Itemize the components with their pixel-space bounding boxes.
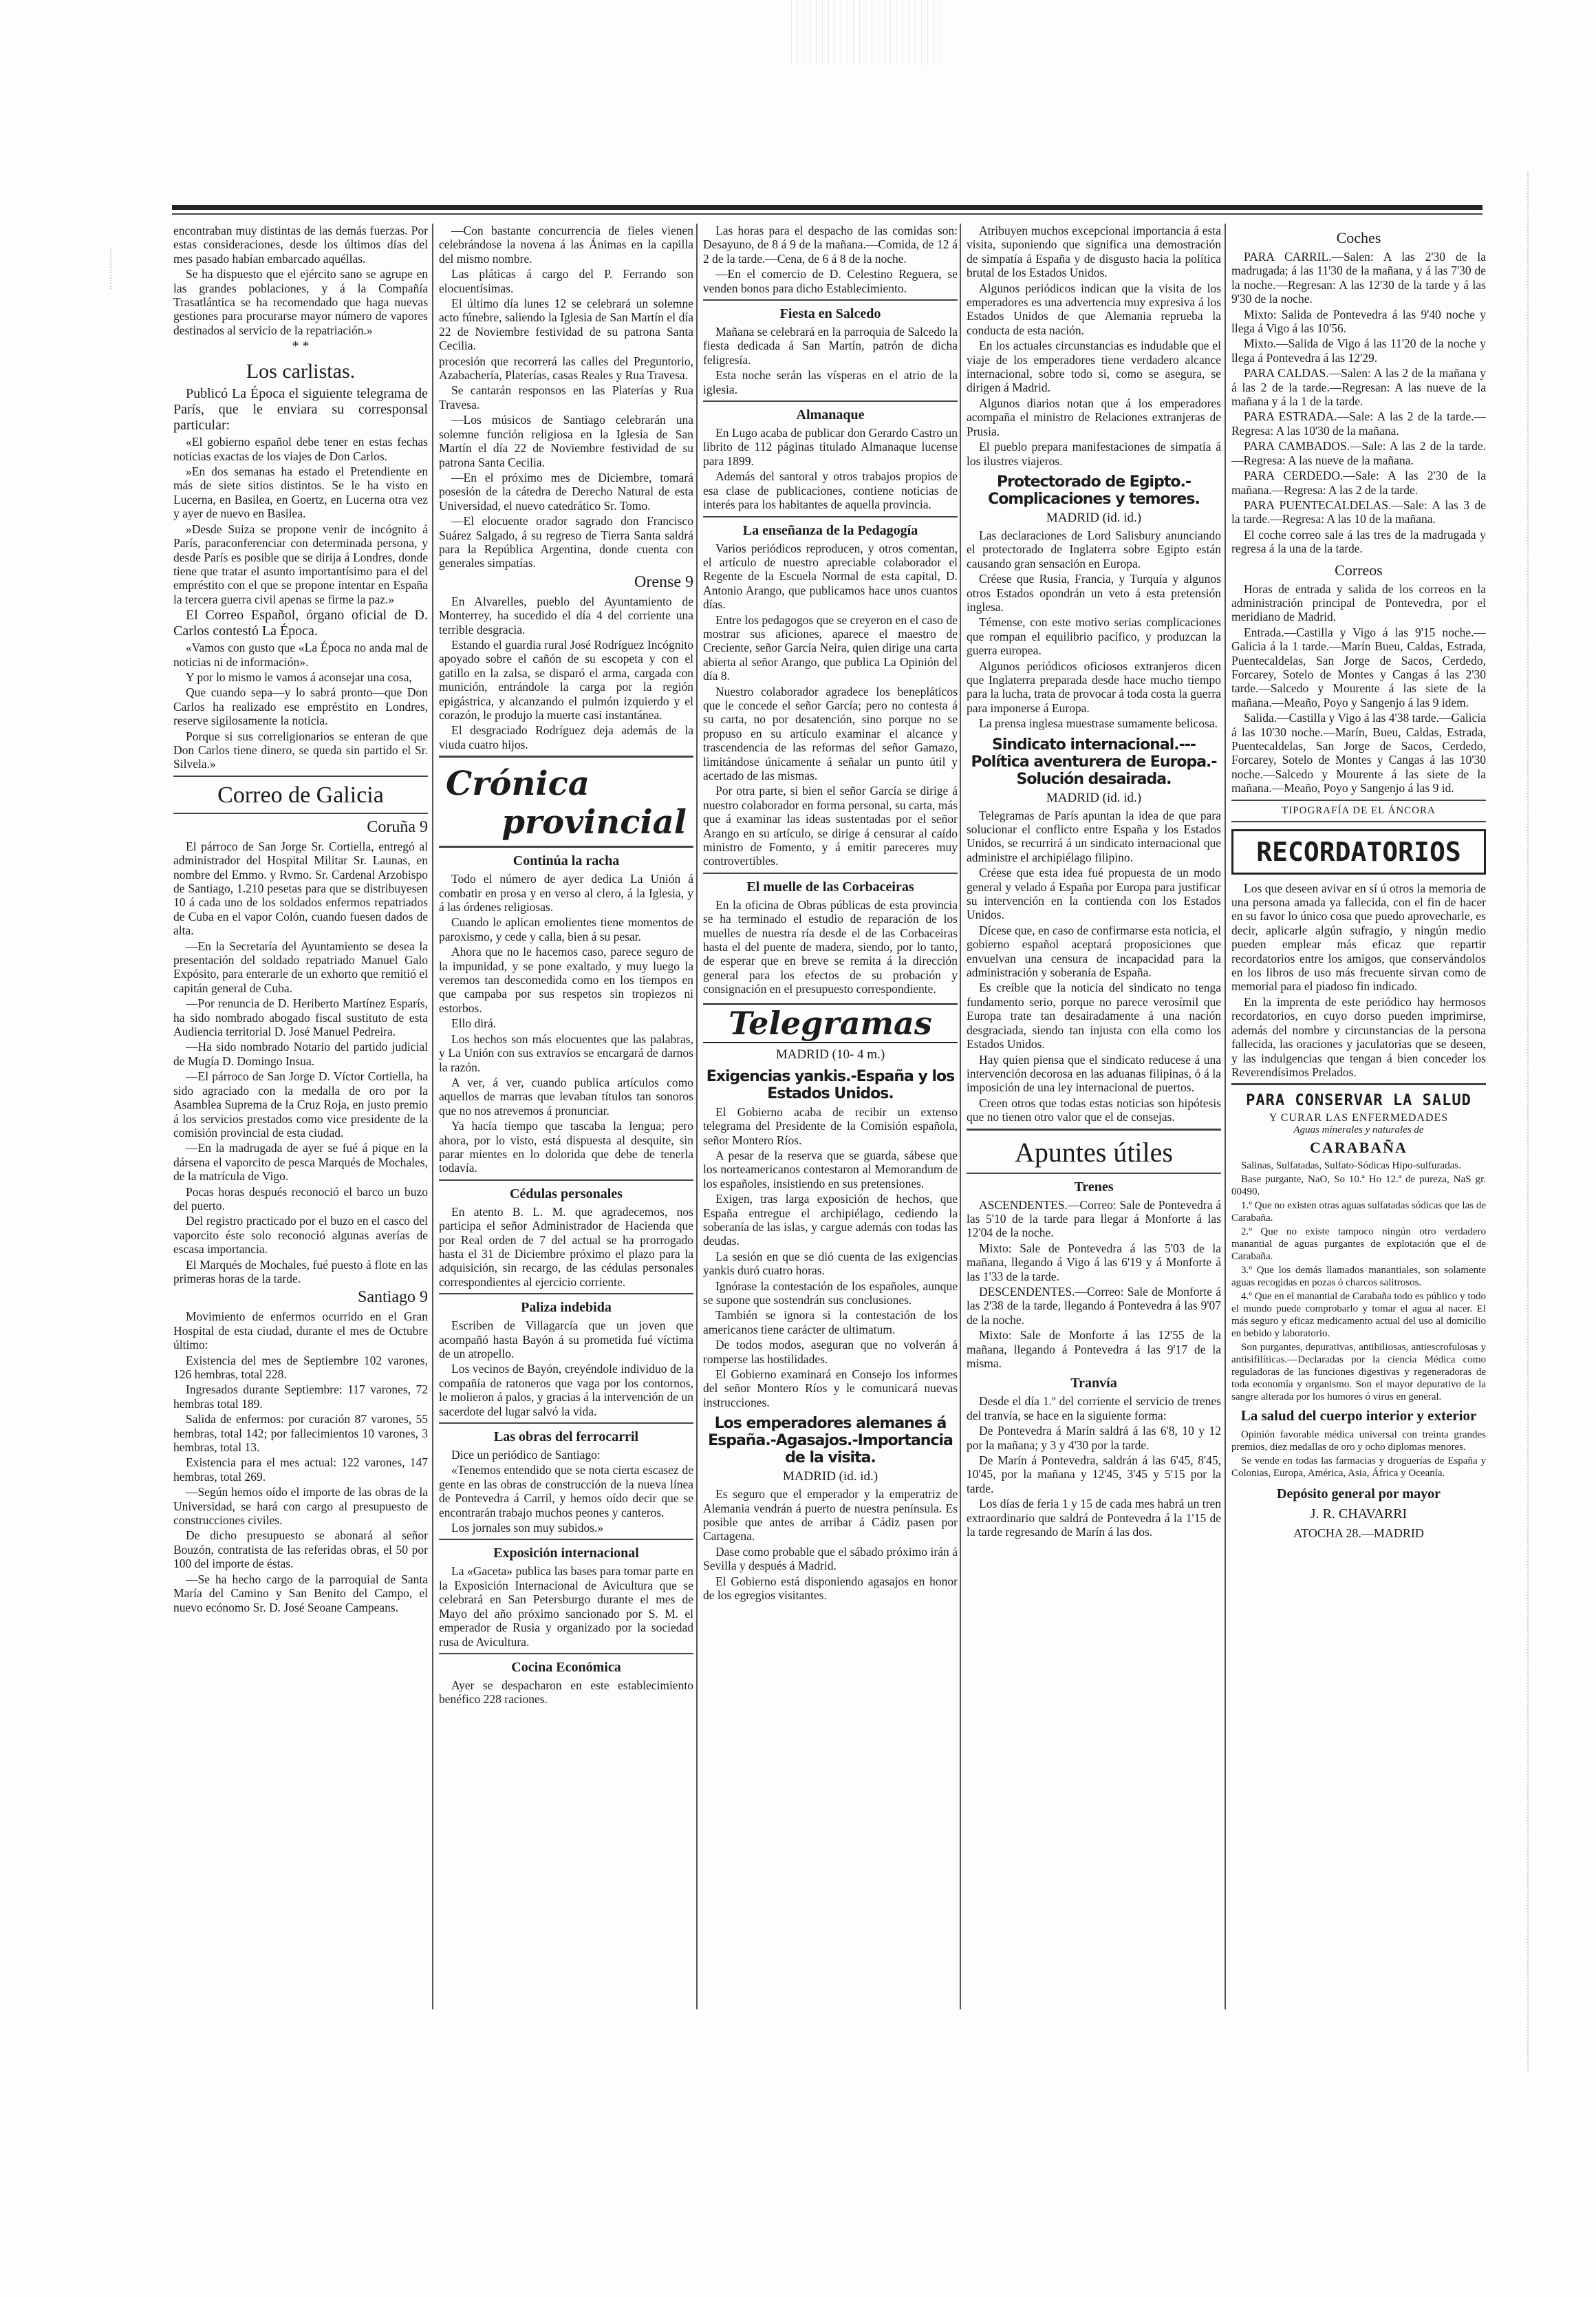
column-divider <box>1225 224 1226 2009</box>
subheading: Paliza indebida <box>521 1300 612 1316</box>
divider <box>439 846 693 848</box>
subheading: Exposición internacional <box>493 1546 639 1561</box>
paragraph: Existencia del mes de Septiembre 102 varones, 126 hembras, total 228. <box>173 1353 428 1381</box>
ad-address: ATOCHA 28.—MADRID <box>1293 1526 1424 1541</box>
scan-noise <box>791 0 942 65</box>
paragraph: El pueblo prepara manifestaciones de simpatía á los ilustres viajeros. <box>967 440 1221 468</box>
column-divider <box>696 224 698 2009</box>
paragraph: Dícese que, en caso de confirmarse esta noticia, el gobierno español aceptará proposiciones que envuelvan una censura de incapacidad para la administración y soberanía de España. <box>967 923 1221 980</box>
paragraph: —El elocuente orador sagrado don Francisco Suárez Salgado, á su regreso de Tierra Santa saldrá para la República Argentina, donde cuenta con generales simpatías. <box>439 514 693 570</box>
paragraph: En Alvarelles, pueblo del Ayuntamiento de Monterrey, ha sucedido el día 4 del corriente una terrible desgracia. <box>439 594 693 637</box>
dateline: Coruña 9 <box>367 818 428 836</box>
ad-paragraph: 4.º Que en el manantial de Carabaña todo es público y todo el mundo puede comprobarlo y tomar el agua al nacer. El más seguro y eficaz medicamento actual del uso al domicilio en bebido y laboratorio. <box>1231 1291 1486 1340</box>
paragraph: Esta noche serán las vísperas en el atrio de la iglesia. <box>703 368 958 396</box>
section-heading: Apuntes útiles <box>1015 1136 1173 1168</box>
paragraph: En la imprenta de este periódico hay hermosos recordatorios, en cuyo dorso pueden imprimirse, además del nombre y circunstancias de la persona fallecida, las oraciones y jaculatorias que se deseen, y las indulgencias que tengan á bien conceder los Reverendísimos Prelados. <box>1231 994 1486 1079</box>
section-heading: Telegramas <box>703 1003 958 1043</box>
paragraph: Y por lo mismo le vamos á aconsejar una cosa, <box>186 670 412 684</box>
paragraph: PARA CERDEDO.—Sale: A las 2'30 de la mañana.—Regresa: A las 2 de la tarde. <box>1231 469 1486 497</box>
ad-name: J. R. CHAVARRI <box>1310 1506 1408 1522</box>
paragraph: El desgraciado Rodríguez deja además de la viuda cuatro hijos. <box>439 723 693 751</box>
ad-brand: CARABAÑA <box>1310 1139 1408 1157</box>
paragraph: Entrada.—Castilla y Vigo á las 9'15 noche.—Galicia á la 1 tarde.—Marín Bueu, Caldas, Estrada, Puentecaldelas, San Jorge de Sacos, Cerdedo, Forcarey, Sotelo de Montes y Cangas á las 2'30 tarde.—Salcedo y Mourente á las siete de la mañana.—Meaño, Poyo y Sangenjo á las 9 idem. <box>1231 625 1486 709</box>
paragraph: —Los músicos de Santiago celebrarán una solemne función religiosa en la Iglesia de San Martín el día 22 de Noviembre festividad de su patrona Santa Cecilia. <box>439 413 693 469</box>
paragraph: Ingresados durante Septiembre: 117 varones, 72 hembras total 189. <box>173 1382 428 1411</box>
paragraph: Témense, con este motivo serias complicaciones que rompan el equilibrio pacífico, y produzcan la guerra europea. <box>967 615 1221 658</box>
paragraph: PARA CAMBADOS.—Sale: A las 2 de la tarde.—Regresa: A las nueve de la mañana. <box>1231 439 1486 467</box>
paragraph: En atento B. L. M. que agradecemos, nos participa el señor Administrador de Hacienda que por Real orden de 7 del actual se ha prorrogado hasta el 31 de Diciembre próximo el plazo para la adquisición, sin recargo, de las cédulas personales correspondientes al ejercicio corriente. <box>439 1204 693 1289</box>
paragraph: De Marín á Pontevedra, saldrán á las 6'45, 8'45, 10'45, por la mañana y 12'45, 3'45 y 5'15 por la tarde. <box>967 1453 1221 1495</box>
paragraph: Nuestro colaborador agradece los benepláticos que le concede el señor García; pero no contesta á su carta, no por desatención, sino porque no se propuso en su artículo examinar el alcance y trascendencia de las reformas del señor Gamazo, limitándose únicamente á señalar un punto útil y acertado de las mismas. <box>703 684 958 782</box>
paragraph: El último día lunes 12 se celebrará un solemne acto fúnebre, saliendo la Iglesia de San Martín el día 22 de Noviembre festividad de su patrona Santa Cecilia. <box>439 297 693 353</box>
subheading: Tranvía <box>1070 1376 1117 1391</box>
section-heading: provincial <box>502 803 687 842</box>
paragraph: «Tenemos entendido que se nota cierta escasez de gente en las obras de construcción de la nueva línea de Pontevedra á Carril, y hemos oído decir que se encontrarán trabajo muchos peones y canteros. <box>439 1463 693 1519</box>
paragraph: Desde el día 1.º del corriente el servicio de trenes del tranvía, se hace en la siguiente forma: <box>967 1394 1221 1422</box>
page-edge-left <box>110 248 120 289</box>
paragraph: Algunos diarios notan que á los emperadores acompaña el ministro de Relaciones extranjeras de Prusia. <box>967 396 1221 438</box>
page-edge-right <box>1527 172 1556 2071</box>
paragraph: Mixto: Sale de Pontevedra á las 5'03 de la mañana, llegando á Vigo á las 6'19 y á Monforte á las 1'33 de la tarde. <box>967 1241 1221 1283</box>
subheading: Las obras del ferrocarril <box>493 1429 639 1445</box>
ad-heading: RECORDATORIOS <box>1231 829 1486 875</box>
paragraph: encontraban muy distintas de las demás fuerzas. Por estas consideraciones, desde los últimos días del mes pasado habían embarcado aquéllas. <box>173 224 428 266</box>
paragraph: Estando el guardia rural José Rodríguez Incógnito apoyado sobre el cañón de su escopeta y con el gatillo en la zalsa, se disparó el arma, cargada con munición, entrándole la carga por la región epigástrica, y alcanzando el pulmón izquierdo y el corazón, le produjo la muerte casi instantánea. <box>439 637 693 722</box>
divider <box>439 1422 693 1424</box>
paragraph: —En el comercio de D. Celestino Reguera, se venden bonos para dicho Establecimiento. <box>703 267 958 295</box>
subheading: Almanaque <box>796 407 865 423</box>
paragraph: Es seguro que el emperador y la emperatriz de Alemania vendrán á puerto de nuestra península. Es posible que antes de arribar á Cádiz pasen por Cartagena. <box>703 1487 958 1543</box>
subheading: La enseñanza de la Pedagogía <box>742 522 918 538</box>
divider <box>703 400 958 402</box>
paragraph: Exigen, tras larga exposición de hechos, que España entregue el archipiélago, cediendo la soberanía de las islas, y cargue además con todas las deudas. <box>703 1192 958 1248</box>
ad-paragraph: 2.º Que no existe tampoco ningún otro verdadero manantial de aguas purgantes de explotación que el de Carabaña. <box>1231 1226 1486 1263</box>
paragraph: Hay quien piensa que el sindicato reducese á una intervención decorosa en las aduanas filipinas, ó á la imposición de una ley internacional de puertos. <box>967 1052 1221 1095</box>
ad-heading: PARA CONSERVAR LA SALUD <box>1246 1092 1471 1110</box>
dateline: Santiago 9 <box>358 1288 428 1307</box>
divider <box>703 299 958 301</box>
paragraph: Salida.—Castilla y Vigo á las 4'38 tarde.—Galicia á las 10'30 noche.—Marín, Bueu, Caldas, Estrada, Puentecaldelas, San Jorge de Sacos, Cerdedo, Forcarey, Sotelo de Montes y Cangas á las 10'30 noche.—Salcedo y Mourente á las siete de la mañana.—Meaño, Poyo y Sangenjo á las 9 id. <box>1231 711 1486 795</box>
subheading: Trenes <box>1074 1179 1114 1195</box>
paragraph: —En la Secretaría del Ayuntamiento se desea la presentación del soldado repatriado Manuel Galo Expósito, para enterarle de un exhorto que remitió el capitán general de Cuba. <box>173 939 428 995</box>
paragraph: La sesión en que se dió cuenta de las exigencias yankis duró cuatro horas. <box>703 1249 958 1278</box>
separator-stars: * * <box>292 339 310 354</box>
paragraph: Mixto: Salida de Pontevedra á las 9'40 noche y llega á Vigo á las 10'56. <box>1231 307 1486 336</box>
paragraph: El Gobierno acaba de recibir un extenso telegrama del Presidente de la Comisión española, señor Montero Ríos. <box>703 1104 958 1147</box>
paragraph: El coche correo sale á las tres de la madrugada y regresa á la una de la tarde. <box>1231 527 1486 556</box>
paragraph: Los días de feria 1 y 15 de cada mes habrá un tren extraordinario que saldrá de Pontevedra á la 1'15 de la tarde regresando de Marín á las dos. <box>967 1497 1221 1539</box>
subheading: El muelle de las Corbaceiras <box>746 879 914 895</box>
column-2 <box>439 224 693 2009</box>
section-heading: Crónica <box>446 765 590 804</box>
paragraph: Horas de entrada y salida de los correos en la administración principal de Pontevedra, por el meridiano de Madrid. <box>1231 581 1486 624</box>
ad-paragraph: Son purgantes, depurativas, antibiliosas, antiescrofulosas y antisifilíticas.—Declaradas por la ciencia Médica como reguladoras de las funciones digestivas y regeneradoras de toda economía y organismo. Son el mayor depurativo de la sangre alterada por los humores ó virus en general. <box>1231 1342 1486 1403</box>
subheading: Exigencias yankis.-España y los Estados Unidos. <box>706 1067 955 1102</box>
paragraph: Varios periódicos reproducen, y otros comentan, el artículo de nuestro apreciable colaborador el Regente de la Escuela Normal de esta capital, D. Antonio Arango, que publicamos hace unos cuantos días. <box>703 541 958 612</box>
dateline: MADRID (10- 4 m.) <box>775 1047 885 1062</box>
paragraph: Escriben de Villagarcía que un joven que acompañó hasta Bayón á su prometida fué víctima de un atropello. <box>439 1318 693 1360</box>
paragraph: ASCENDENTES.—Correo: Sale de Pontevedra á las 5'10 de la tarde para llegar á Monforte á las 12'04 de la noche. <box>967 1197 1221 1240</box>
paragraph: PARA PUENTECALDELAS.—Sale: A las 3 de la tarde.—Regresa: A las 10 de la mañana. <box>1231 498 1486 526</box>
paragraph: Entre los pedagogos que se creyeron en el caso de mostrar sus aficiones, aparece el maestro de Creciente, señor García Neira, quien dirige una carta abierta al señor Arango, que publica La Opinión del día 8. <box>703 612 958 683</box>
divider <box>967 1129 1221 1131</box>
paragraph: Es creíble que la noticia del sindicato no tenga fundamento serio, porque no parece verosímil que Europa trate tan desairadamente á una nación desgraciada, siendo tan injusta con ella como los Estados Unidos. <box>967 981 1221 1051</box>
paragraph: De dicho presupuesto se abonará al señor Bouzón, contratista de las referidas obras, el 50 por 100 del importe de éstas. <box>173 1528 428 1571</box>
paragraph: «El gobierno español debe tener en estas fechas noticias exactas de los viajes de Don Carlos. <box>173 435 428 463</box>
top-rule <box>172 205 1482 210</box>
dateline: MADRID (id. id.) <box>1046 510 1142 525</box>
column-3 <box>703 224 958 2009</box>
paragraph: —Por renuncia de D. Heriberto Martínez Esparís, ha sido nombrado abogado fiscal sustituto de esta Audiencia territorial D. José Manuel Pedreira. <box>173 996 428 1039</box>
paragraph: Las pláticas á cargo del P. Ferrando son elocuentísimas. <box>439 267 693 295</box>
paragraph: Los jornales son muy subidos.» <box>451 1521 604 1535</box>
paragraph: Ello dirá. <box>451 1016 497 1031</box>
divider <box>439 1539 693 1540</box>
paragraph: Creen otros que todas estas noticias son hipótesis que no tienen otro valor que el de consejas. <box>967 1096 1221 1124</box>
paragraph: Telegramas de París apuntan la idea de que para solucionar el conflicto entre España y los Estados Unidos, se recurrirá á un sindicato internacional que administre el archipiélago filipino. <box>967 808 1221 864</box>
column-divider <box>960 224 961 2009</box>
paragraph: —Según hemos oído el importe de las obras de la Universidad, se hará con cargo al presupuesto de construcciones civiles. <box>173 1485 428 1528</box>
dateline: MADRID (id. id.) <box>1046 790 1142 805</box>
subheading: Cocina Económica <box>511 1659 621 1675</box>
paragraph: Los que deseen avivar en sí ú otros la memoria de una persona amada ya fallecida, con el fin de hacer en su favor lo único cosa que puedo aprovecharle, es decir, aplicarle algún sufragio, y ningún medio pueden emplear más eficaz que repartir recordatorios entre los amigos, que conservándolos en los libros de uso más frecuente sirvan como de memorial para el piadoso fin indicado. <box>1231 881 1486 994</box>
paragraph: El Gobierno examinará en Consejo los informes del señor Montero Ríos y le comunicará nuevas instrucciones. <box>703 1367 958 1409</box>
paragraph: —En la madrugada de ayer se fué á pique en la dársena el vaporcito de pesca Marqués de Mochales, de la matrícula de Vigo. <box>173 1141 428 1184</box>
subheading: Coches <box>1336 229 1381 246</box>
divider <box>439 1293 693 1294</box>
divider <box>173 813 428 814</box>
paragraph: Movimiento de enfermos ocurrido en el Gran Hospital de esta ciudad, durante el mes de Octubre último: <box>173 1310 428 1352</box>
subheading: Cédulas personales <box>510 1186 623 1201</box>
divider <box>173 776 428 777</box>
subheading: Fiesta en Salcedo <box>779 306 881 322</box>
paragraph: Los vecinos de Bayón, creyéndole individuo de la compañía de ratoneros que vaga por los contornos, le molieron á palos, y gracias á la intervención de un sacerdote del lugar salvó la vida. <box>439 1362 693 1418</box>
paragraph: DESCENDENTES.—Correo: Sale de Monforte á las 2'38 de la tarde, llegando á Pontevedra á las 9'07 de la noche. <box>967 1284 1221 1327</box>
column-4 <box>967 224 1221 2009</box>
divider <box>703 873 958 874</box>
paragraph: En la oficina de Obras públicas de esta provincia se ha terminado el estudio de reparación de los muelles de nuestra ría desde el de las Corbaceiras hasta el del puente de madera, siendo, por lo tanto, de esperar que en breve se remita á la dirección general para los efectos de su probación y consignación en el presupuesto correspondiente. <box>703 897 958 996</box>
paragraph: Además del santoral y otros trabajos propios de esa clase de publicaciones, contiene noticias de interés para los habitantes de aquella provincia. <box>703 469 958 512</box>
ad-slogan: La salud del cuerpo interior y exterior <box>1240 1407 1477 1424</box>
paragraph: El Marqués de Mochales, fué puesto á flote en las primeras horas de la tarde. <box>173 1257 428 1285</box>
paragraph: A pesar de la reserva que se guarda, sábese que los norteamericanos contestaron al Memorandum de los españoles, insistiendo en sus pretensiones. <box>703 1148 958 1190</box>
paragraph: PARA CARRIL.—Salen: A las 2'30 de la madrugada; á las 11'30 de la mañana, y á las 7'30 de la noche.—Regresan: A las 12'30 de la tarde y á las 9'30 de la noche. <box>1231 250 1486 306</box>
paragraph: Salida de enfermos: por curación 87 varones, 55 hembras, total 142; por fallecimientos 10 varones, 3 hembras, total 13. <box>173 1412 428 1455</box>
paragraph: Mañana se celebrará en la parroquia de Salcedo la fiesta dedicada á San Martín, patrón de dicha feligresía. <box>703 325 958 367</box>
paragraph: «Vamos con gusto que «La Época no anda mal de noticias ni de información». <box>173 641 428 669</box>
divider <box>439 756 693 758</box>
column-1 <box>173 224 428 2009</box>
paragraph: Publicó La Época el siguiente telegrama de París, que le enviara su corresponsal particular: <box>173 386 428 434</box>
section-heading: Correo de Galicia <box>217 782 384 808</box>
paragraph: »Desde Suiza se propone venir de incógnito á París, paraconferenciar con determinada persona, y desde París es posible que se dirija á Londres, donde tiene que tratar el asunto importantísimo para el del empréstito con el que se propone intentar en España la tercera guerra civil apenas se firme la paz.» <box>173 522 428 606</box>
dateline: MADRID (id. id.) <box>782 1469 878 1484</box>
paragraph: Porque si sus correligionarios se enteran de que Don Carlos tiene dinero, se queda sin partido el Sr. Silvela.» <box>173 729 428 771</box>
divider <box>1231 821 1486 822</box>
paragraph: Cuando le aplican emolientes tiene momentos de paroxismo, y cede y calla, bien á su pesar. <box>439 915 693 943</box>
paragraph: —Se ha hecho cargo de la parroquial de Santa María del Camino y San Benito del Campo, el nuevo ecónomo Sr. D. José Seoane Campeans. <box>173 1572 428 1614</box>
paragraph: Ignórase la contestación de los españoles, aunque se supone que sostendrán sus conclusiones. <box>703 1279 958 1307</box>
ad-paragraph: 1.º Que no existen otras aguas sulfatadas sódicas que las de Carabaña. <box>1231 1200 1486 1224</box>
paragraph: Algunos periódicos indican que la visita de los emperadores es una advertencia muy expresiva á los Estados Unidos de que Alemania reprueba la conducta de esta nación. <box>967 281 1221 337</box>
paragraph: Mixto: Sale de Monforte á las 12'55 de la mañana, llegando á Pontevedra á las 9'17 de la misma. <box>967 1328 1221 1370</box>
paragraph: De todos modos, aseguran que no volverán á romperse las hostilidades. <box>703 1338 958 1366</box>
printer-credit: TIPOGRAFÍA DE EL ÁNCORA <box>1282 804 1436 816</box>
paragraph: En Lugo acaba de publicar don Gerardo Castro un librito de 112 páginas titulado Almanaque lucense para 1899. <box>703 426 958 468</box>
subheading: Protectorado de Egipto.-Complicaciones y temores. <box>988 473 1200 508</box>
paragraph: —Con bastante concurrencia de fieles vienen celebrándose la novena á las Ánimas en la capilla del mismo nombre. <box>439 224 693 266</box>
paragraph: También se ignora si la contestación de los americanos tiene carácter de ultimatum. <box>703 1308 958 1336</box>
ad-subheading: Aguas minerales y naturales de <box>1293 1124 1424 1136</box>
paragraph: Ayer se despacharon en este establecimiento benéfico 228 raciones. <box>439 1678 693 1707</box>
paragraph: El Correo Español, órgano oficial de D. Carlos contestó La Época. <box>173 608 428 639</box>
paragraph: —En el próximo mes de Diciembre, tomará posesión de la cátedra de Derecho Natural de esta Universidad, el nuevo catedrático Sr. Tomo. <box>439 470 693 513</box>
paragraph: Los hechos son más elocuentes que las palabras, y La Unión con sus extravíos se encargará de darnos la razón. <box>439 1032 693 1074</box>
paragraph: Se ha dispuesto que el ejército sano se agrupe en las grandes poblaciones, y á la Compañía Trasatlántica se ha recomendado que haga nuevas gestiones para procurarse mayor número de vapores destinados al servicio de la repatriación.» <box>173 267 428 337</box>
paragraph: Ahora que no le hacemos caso, parece seguro de la impunidad, y se pone exaltado, y muy luego la veremos tan descomedida como en los tiempos en que campaba por sus respetos sin tropiezos ni estorbos. <box>439 945 693 1015</box>
subheading: Sindicato internacional.---Política aventurera de Europa.-Solución desairada. <box>971 736 1217 788</box>
top-rule-thin <box>172 213 1482 215</box>
divider <box>703 516 958 517</box>
paragraph: Dase como probable que el sábado próximo irán á Sevilla y después á Madrid. <box>703 1544 958 1573</box>
subheading: Correos <box>1335 561 1383 579</box>
ad-paragraph: 3.º Que los demás llamados manantiales, son solamente aguas recogidas en pozas ó charcos salitrosos. <box>1231 1265 1486 1289</box>
paragraph: El párroco de San Jorge Sr. Cortiella, entregó al administrador del Hospital Militar Sr. Launas, en nombre del Emmo. y Rvmo. Sr. Cardenal Arzobispo de Santiago, 1.210 pesetas para que se distribuyesen 10 á cada uno de los soldados enfermos repatriados de Cuba en el vapor Colón, cuando fuesen dados de alta. <box>173 839 428 938</box>
paragraph: PARA ESTRADA.—Sale: A las 2 de la tarde.—Regresa: A las 10'30 de la mañana. <box>1231 409 1486 438</box>
divider <box>439 1179 693 1181</box>
ad-paragraph: Se vende en todas las farmacias y droguerías de España y Colonias, Europa, América, Asia, África y Oceanía. <box>1231 1455 1486 1479</box>
paragraph: Todo el número de ayer dedica La Unión á combatir en prosa y en verso al clero, á la Iglesia, y á las órdenes religiosas. <box>439 872 693 915</box>
paragraph: En los actuales circunstancias es indudable que el viaje de los emperadores tiene verdadero alcance internacional, sobre todo si, como se asegura, se dirigen á Madrid. <box>967 339 1221 395</box>
divider <box>1231 1083 1486 1085</box>
ad-subheading: Y CURAR LAS ENFERMEDADES <box>1269 1112 1449 1124</box>
paragraph: Pocas horas después reconoció el barco un buzo del puerto. <box>173 1184 428 1212</box>
paragraph: Mixto.—Salida de Vigo á las 11'20 de la noche y llega á Pontevedra á las 12'29. <box>1231 336 1486 365</box>
paragraph: —El párroco de San Jorge D. Víctor Cortiella, ha sido agraciado con la medalla de oro por la Asamblea Suprema de la Cruz Roja, en justo premio á los servicios prestados como vice presidente de la comisión provincial de esta ciudad. <box>173 1069 428 1140</box>
divider <box>1231 800 1486 801</box>
paragraph: Ya hacía tiempo que tascaba la lengua; pero ahora, por lo visto, está dispuesta al desquite, sin parar mientes en lo dolorida que debe de tenerla todavía. <box>439 1119 693 1175</box>
section-heading: Los carlistas. <box>246 360 356 383</box>
paragraph: Créese que Rusia, Francia, y Turquía y algunos otros Estados opondrán un veto á esta pretensión inglesa. <box>967 572 1221 614</box>
paragraph: Créese que esta idea fué propuesta de un modo general y velado á España por Europa para justificar su intervención en la contienda con los Estados Unidos. <box>967 866 1221 922</box>
paragraph: A ver, á ver, cuando publica artículos como aquellos de marras que levaban títulos tan sonoros que no nos atrevemos á pronunciar. <box>439 1075 693 1118</box>
ad-paragraph: Base purgante, NaO, So 10.ª Ho 12.ª de pureza, NaS gr. 00490. <box>1231 1174 1486 1198</box>
paragraph: El Gobierno está disponiendo agasajos en honor de los egregios visitantes. <box>703 1574 958 1603</box>
paragraph: Dice un periódico de Santiago: <box>451 1448 601 1462</box>
paragraph: Las declaraciones de Lord Salisbury anunciando el protectorado de Inglaterra sobre Egipto están causando gran sensación en Europa. <box>967 528 1221 570</box>
paragraph: Algunos periódicos oficiosos extranjeros dicen que Inglaterra preparada desde hace mucho tiempo para la lucha, trata de provocar á toda costa la guerra para imponerse á Europa. <box>967 659 1221 715</box>
paragraph: Del registro practicado por el buzo en el casco del vaporcito éste solo reconoció algunas averías de escasa importancia. <box>173 1214 428 1257</box>
paragraph: La «Gaceta» publica las bases para tomar parte en la Exposición Internacional de Avicultura que se celebrará en San Petersburgo durante el mes de Mayo del año próximo sancionado por S. M. el emperador de Rusia y organizado por la sociedad rusa de Avicultura. <box>439 1564 693 1649</box>
paragraph: Existencia para el mes actual: 122 varones, 147 hembras, total 269. <box>173 1455 428 1484</box>
ad-deposit: Depósito general por mayor <box>1277 1486 1441 1502</box>
divider <box>967 1173 1221 1174</box>
paragraph: Que cuando sepa—y lo sabrá pronto—que Don Carlos ha realizado ese empréstito en Londres, reserve sigilosamente la noticia. <box>173 685 428 728</box>
paragraph: La prensa inglesa muestrase sumamente belicosa. <box>979 716 1218 731</box>
ad-paragraph: Opinión favorable médica universal con treinta grandes premios, diez medallas de oro y ocho diplomas menores. <box>1231 1429 1486 1453</box>
paragraph: Las horas para el despacho de las comidas son: Desayuno, de 8 á 9 de la mañana.—Comida, de 12 á 2 de la tarde.—Cena, de 6 á 8 de la noche. <box>703 224 958 266</box>
paragraph: procesión que recorrerá las calles del Preguntorio, Azabachería, Platerías, casas Reales y Rua Travesa. <box>439 354 693 383</box>
column-divider <box>432 224 433 2009</box>
subheading: Continúa la racha <box>513 853 620 869</box>
subheading: Los emperadores alemanes á España.-Agasajos.-Importancia de la visita. <box>708 1415 953 1467</box>
divider <box>439 1653 693 1654</box>
paragraph: Atribuyen muchos excepcional importancia á esta visita, suponiendo que significa una demostración de simpatía á España y de disgusto hacia la política brutal de los Estados Unidos. <box>967 224 1221 280</box>
paragraph: De Pontevedra á Marín saldrá á las 6'8, 10 y 12 por la mañana; y 3 y 4'30 por la tarde. <box>967 1424 1221 1452</box>
paragraph: PARA CALDAS.—Salen: A las 2 de la mañana y á las 2 de la tarde.—Regresan: A las nueve de la mañana y á la 1 de la tarde. <box>1231 366 1486 409</box>
dateline: Orense 9 <box>634 573 693 591</box>
paragraph: »En dos semanas ha estado el Pretendiente en más de siete sitios distintos. Se le ha visto en Lucerna, en Basilea, en Goertz, en Lucerna otra vez y ayer de nuevo en Basilea. <box>173 464 428 521</box>
paragraph: —Ha sido nombrado Notario del partido judicial de Mugía D. Domingo Insua. <box>173 1040 428 1068</box>
paragraph: Por otra parte, si bien el señor García se dirige á nuestro colaborador en forma personal, su carta, más que á examinar las ideas sustentadas por el señor Arango en su artículo, se dirige á censurar al caído ministro de Fomento, y á emitir pareceres muy controvertibles. <box>703 784 958 868</box>
ad-paragraph: Salinas, Sulfatadas, Sulfato-Sódicas Hipo-sulfuradas. <box>1241 1160 1461 1172</box>
paragraph: Se cantarán responsos en las Platerías y Rua Travesa. <box>439 383 693 412</box>
column-5 <box>1231 224 1486 2009</box>
